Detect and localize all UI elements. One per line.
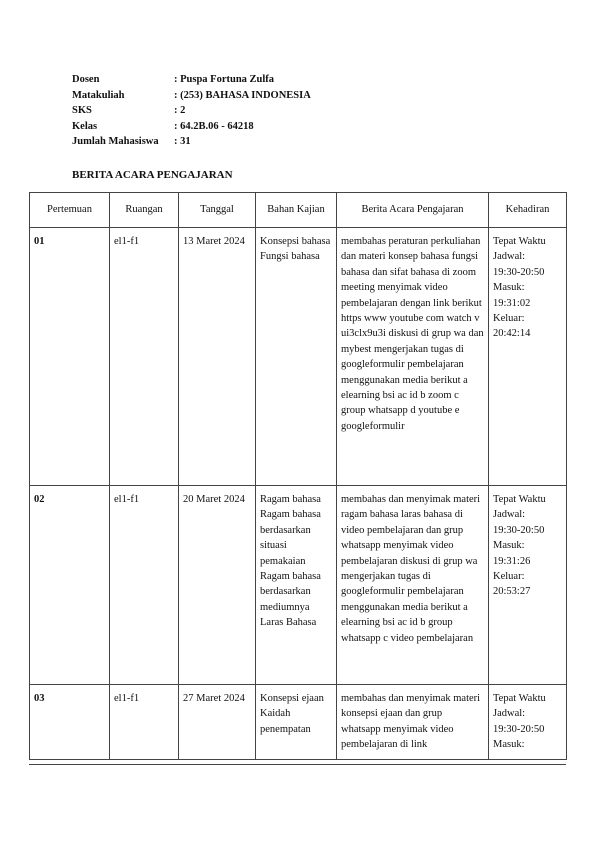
cell-bahan-kajian: Ragam bahasa Ragam bahasa berdasarkan situasi pemakaian Ragam bahasa berdasarkan mediumnya Laras Bahasa	[256, 486, 337, 685]
cell-bahan-kajian: Konsepsi bahasa Fungsi bahasa	[256, 228, 337, 486]
kehadiran-line: Tepat Waktu	[493, 693, 546, 704]
kehadiran-line: Masuk:	[493, 739, 525, 751]
info-value: : Puspa Fortuna Zulfa	[174, 74, 275, 85]
kehadiran-line: 20:42:14	[493, 328, 531, 340]
cell-tanggal: 20 Maret 2024	[179, 486, 256, 685]
info-label: Matakuliah	[72, 89, 125, 101]
header-pertemuan: Pertemuan	[30, 193, 110, 228]
info-label: Dosen	[72, 74, 100, 85]
kehadiran-line: Tepat Waktu	[493, 236, 546, 247]
header-bahan-kajian: Bahan Kajian	[256, 193, 337, 228]
kehadiran-line: 19:31:26	[493, 555, 531, 567]
kehadiran-line: Masuk:	[493, 540, 525, 552]
header-kehadiran: Kehadiran	[489, 193, 567, 228]
info-label: SKS	[72, 105, 92, 116]
berita-acara-table	[29, 192, 567, 760]
section-title: BERITA ACARA PENGAJARAN	[72, 169, 233, 181]
cell-kehadiran	[489, 228, 567, 486]
info-label: Jumlah Mahasiswa	[72, 136, 159, 147]
kehadiran-line: Jadwal:	[493, 251, 526, 263]
cell-ruangan: el1-f1	[110, 228, 179, 486]
cell-bahan-kajian: Konsepsi ejaan Kaidah penempatan	[256, 685, 337, 760]
kehadiran-line: 20:53:27	[493, 586, 531, 598]
cell-kehadiran	[489, 685, 567, 760]
cell-pertemuan: 03	[30, 685, 110, 760]
cell-tanggal: 13 Maret 2024	[179, 228, 256, 486]
kehadiran-line: 19:30-20:50	[493, 524, 545, 536]
kehadiran-line: Jadwal:	[493, 509, 526, 521]
info-value: : (253) BAHASA INDONESIA	[174, 89, 311, 101]
cell-pertemuan: 01	[30, 228, 110, 486]
info-value: : 31	[174, 136, 191, 147]
cell-pertemuan: 02	[30, 486, 110, 685]
kehadiran-line: 19:30-20:50	[493, 723, 545, 735]
kehadiran-line: Keluar:	[493, 313, 525, 325]
header-tanggal: Tanggal	[179, 193, 256, 228]
kehadiran-line: 19:30-20:50	[493, 266, 545, 278]
table-row	[30, 228, 567, 486]
cell-berita-acara: membahas dan menyimak materi konsepsi ejaan dan grup whatsapp menyimak video pembelajaran di link	[337, 685, 489, 760]
table-row	[30, 685, 567, 760]
kehadiran-line: Keluar:	[493, 571, 525, 583]
info-value: : 64.2B.06 - 64218	[174, 120, 254, 132]
kehadiran-line: 19:31:02	[493, 297, 531, 309]
table-row	[30, 486, 567, 685]
kehadiran-line: Jadwal:	[493, 708, 526, 720]
table-header-row	[30, 193, 567, 228]
header-berita-acara: Berita Acara Pengajaran	[337, 193, 489, 228]
cell-berita-acara: membahas dan menyimak materi ragam bahasa laras bahasa di video pembelajaran dan grup whatsapp menyimak video pembelajaran diskusi di grup wa mengerjakan tugas di googleformulir pembelajaran menggunakan media berikut a elearning bsi ac id b group whatsapp c video pembelajaran	[337, 486, 489, 685]
cell-ruangan: el1-f1	[110, 486, 179, 685]
table-bottom-border	[29, 764, 566, 765]
cell-berita-acara: membahas peraturan perkuliahan dan materi konsep bahasa fungsi bahasa dan sifat bahasa di zoom meeting menyimak video pembelajaran dengan link berikut https www youtube com watch v ui3clx9u3i diskusi di grup wa dan mybest mengerjakan tugas di googleformulir pembelajaran menggunakan media berikut a elearning bsi ac id b zoom c group whatsapp d youtube e googleformulir	[337, 228, 489, 486]
info-value: : 2	[174, 105, 186, 116]
cell-kehadiran	[489, 486, 567, 685]
cell-ruangan: el1-f1	[110, 685, 179, 760]
kehadiran-line: Masuk:	[493, 282, 525, 294]
cell-tanggal: 27 Maret 2024	[179, 685, 256, 760]
kehadiran-line: Tepat Waktu	[493, 494, 546, 505]
info-label: Kelas	[72, 120, 98, 132]
header-ruangan: Ruangan	[110, 193, 179, 228]
